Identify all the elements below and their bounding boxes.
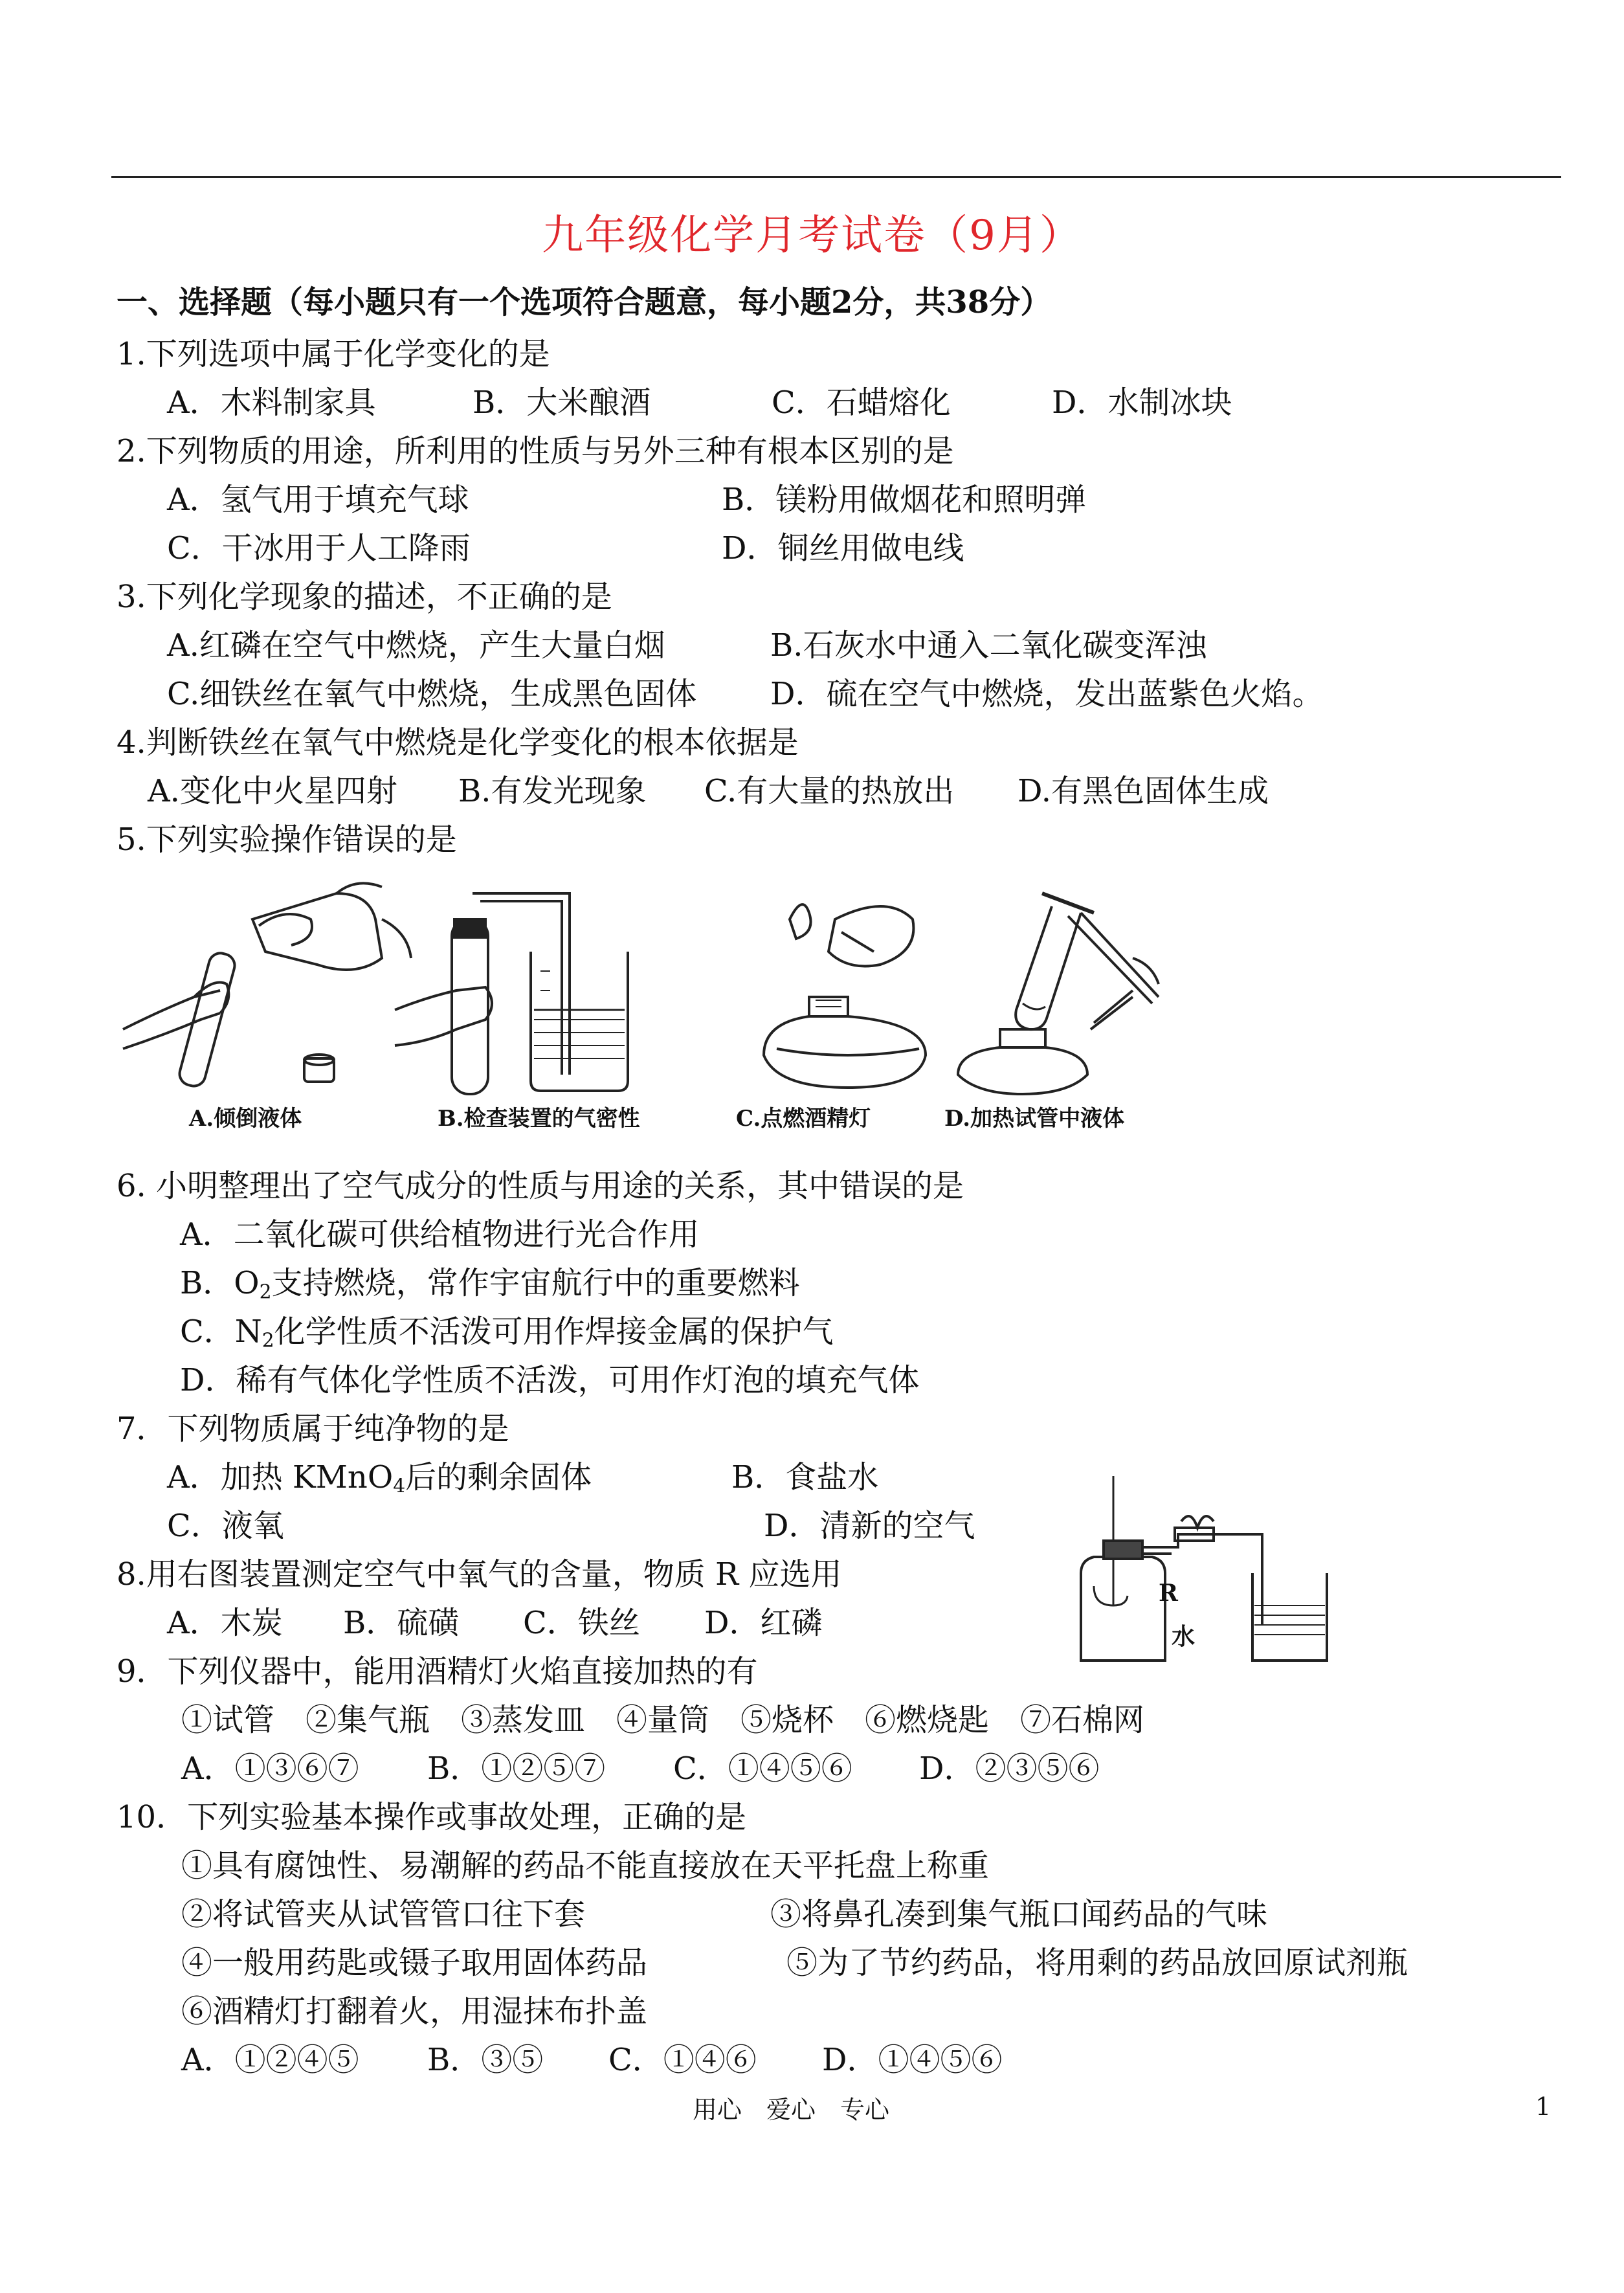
q10-item-1: ①具有腐蚀性、易潮解的药品不能直接放在天平托盘上称重 [181, 1848, 990, 1884]
q4-stem: 4.判断铁丝在氧气中燃烧是化学变化的根本依据是 [117, 724, 799, 761]
q3-stem: 3.下列化学现象的描述，不正确的是 [117, 579, 612, 615]
figure-b-caption: B.检查装置的气密性 [438, 1106, 640, 1132]
figure-label-r: R [1159, 1580, 1178, 1607]
q10-option-d: D．①④⑤⑥ [822, 2042, 1003, 2078]
q1-option-c: C．石蜡熔化 [772, 385, 951, 421]
q2-option-a: A．氢气用于填充气球 [167, 482, 469, 518]
q3-option-a: A.红磷在空气中燃烧，产生大量白烟 [167, 627, 665, 664]
section-heading: 一、选择题（每小题只有一个选项符合题意，每小题2分，共38分） [117, 284, 1052, 320]
q1-option-d: D．水制冰块 [1052, 385, 1232, 421]
q9-items: ①试管 ②集气瓶 ③蒸发皿 ④量筒 ⑤烧杯 ⑥燃烧匙 ⑦石棉网 [181, 1702, 1145, 1738]
q9-stem: 9．下列仪器中，能用酒精灯火焰直接加热的有 [117, 1653, 758, 1690]
q10-option-b: B．③⑤ [427, 2042, 544, 2078]
figure-oxygen-measurement-apparatus [1068, 1476, 1340, 1670]
q9-option-d: D．②③⑤⑥ [919, 1751, 1100, 1787]
q8-option-b: B．硫磺 [343, 1605, 460, 1641]
q5-stem: 5.下列实验操作错误的是 [117, 822, 457, 858]
figure-b-airtightness-check [395, 880, 744, 1094]
q7-option-a: A．加热 KMnO$_4$后的剩余固体 [167, 1459, 592, 1498]
q9-option-a: A．①③⑥⑦ [181, 1751, 359, 1787]
figure-c-caption: C.点燃酒精灯 [736, 1106, 871, 1132]
q8-option-a: A．木炭 [167, 1605, 283, 1641]
page-title: 九年级化学月考试卷（9月） [542, 212, 1082, 260]
q8-option-c: C．铁丝 [523, 1605, 640, 1641]
q2-option-d: D．铜丝用做电线 [722, 530, 964, 566]
q10-stem: 10．下列实验基本操作或事故处理，正确的是 [117, 1799, 747, 1835]
q4-option-c: C.有大量的热放出 [704, 773, 955, 809]
figure-d-heating-liquid-in-tube [939, 880, 1217, 1094]
footer-motto: 用心 爱心 专心 [693, 2096, 890, 2124]
figure-a-pouring-liquid [123, 880, 414, 1094]
q2-option-b: B．镁粉用做烟花和照明弹 [722, 482, 1087, 518]
q7-stem: 7．下列物质属于纯净物的是 [117, 1411, 509, 1447]
q9-option-b: B．①②⑤⑦ [427, 1751, 606, 1787]
q4-option-b: B.有发光现象 [458, 773, 647, 809]
q10-item-2: ②将试管夹从试管管口往下套 [181, 1896, 586, 1932]
q6-stem: 6. 小明整理出了空气成分的性质与用途的关系，其中错误的是 [117, 1168, 964, 1204]
q2-stem: 2.下列物质的用途，所利用的性质与另外三种有根本区别的是 [117, 433, 954, 469]
figure-a-caption: A.倾倒液体 [189, 1106, 302, 1132]
q6-option-a: A．二氧化碳可供给植物进行光合作用 [180, 1216, 700, 1253]
q6-option-d: D．稀有气体化学性质不活泼，可用作灯泡的填充气体 [180, 1362, 920, 1398]
q10-item-4: ④一般用药匙或镊子取用固体药品 [181, 1945, 648, 1981]
q4-option-d: D.有黑色固体生成 [1018, 773, 1269, 809]
q3-option-b: B.石灰水中通入二氧化碳变浑浊 [770, 627, 1207, 664]
q10-item-6: ⑥酒精灯打翻着火，用湿抹布扑盖 [181, 1993, 648, 2030]
q3-option-c: C.细铁丝在氧气中燃烧，生成黑色固体 [167, 676, 697, 712]
page-number: 1 [1535, 2092, 1552, 2121]
q6-option-b: B．$O_2$支持燃烧，常作宇宙航行中的重要燃料 [180, 1265, 800, 1304]
q9-option-c: C．①④⑤⑥ [673, 1751, 852, 1787]
header-rule [111, 176, 1561, 178]
q8-stem: 8.用右图装置测定空气中氧气的含量，物质 R 应选用 [117, 1556, 842, 1593]
q1-option-b: B．大米酿酒 [473, 385, 651, 421]
q10-item-3: ③将鼻孔凑到集气瓶口闻药品的气味 [770, 1896, 1268, 1932]
figure-label-water: 水 [1172, 1623, 1196, 1650]
q8-option-d: D．红磷 [704, 1605, 823, 1641]
q10-item-5: ⑤为了节约药品，将用剩的药品放回原试剂瓶 [786, 1945, 1408, 1981]
q7-option-d: D．清新的空气 [764, 1508, 975, 1544]
q3-option-d: D．硫在空气中燃烧，发出蓝紫色火焰。 [770, 676, 1324, 712]
figure-d-caption: D.加热试管中液体 [944, 1106, 1125, 1132]
q6-option-c: C．$N_2$化学性质不活泼可用作焊接金属的保护气 [180, 1314, 834, 1352]
q2-option-c: C．干冰用于人工降雨 [167, 530, 471, 566]
q7-option-b: B．食盐水 [731, 1459, 879, 1495]
q1-stem: 1.下列选项中属于化学变化的是 [117, 336, 550, 372]
q10-option-a: A．①②④⑤ [181, 2042, 359, 2078]
q10-option-c: C．①④⑥ [608, 2042, 757, 2078]
q7-option-c: C．液氧 [167, 1508, 284, 1544]
q4-option-a: A.变化中火星四射 [148, 773, 397, 809]
figure-c-lighting-alcohol-lamp [751, 893, 945, 1094]
q1-option-a: A．木料制家具 [167, 385, 376, 421]
